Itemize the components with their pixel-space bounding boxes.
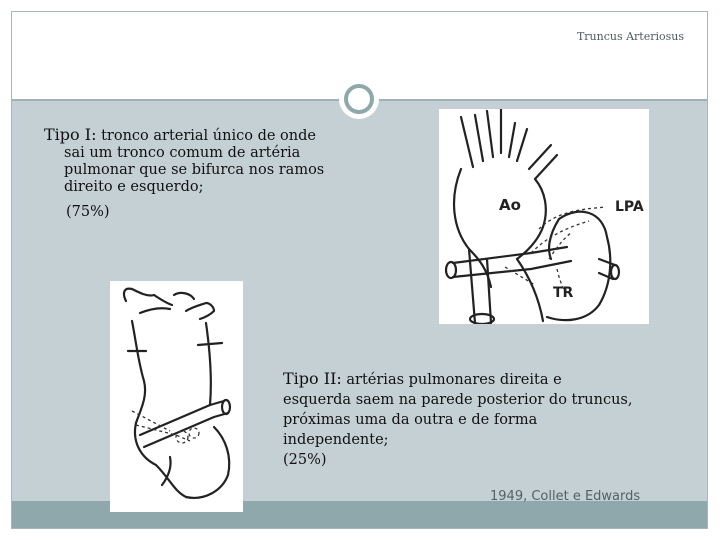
tipo-1-line-1: tronco arterial único de onde <box>96 128 316 144</box>
label-tr: TR <box>553 285 574 301</box>
tipo-1-line-3: pulmonar que se bifurca nos ramos <box>64 162 325 178</box>
tipo-2-line-4: independente; <box>283 432 389 448</box>
tipo-1-description <box>44 126 344 221</box>
label-lpa: LPA <box>615 199 644 215</box>
figure-tipo-1 <box>439 109 649 324</box>
slide-title: Truncus Arteriosus <box>576 30 684 43</box>
tipo-1-percent: (75%) <box>66 204 110 220</box>
tipo-2-percent: (25%) <box>283 452 327 468</box>
tipo-1-line-2: sai um tronco comum de artéria <box>64 145 301 161</box>
tipo-2-line-1: artérias pulmonares direita e <box>341 372 562 388</box>
tipo-2-line-2: esquerda saem na parede posterior do truncus, <box>283 392 633 408</box>
tipo-2-description <box>283 369 663 470</box>
figure-tipo-2 <box>110 281 243 512</box>
citation-text: 1949, Collet e Edwards <box>490 489 641 504</box>
tipo-1-label: Tipo I: <box>44 125 97 144</box>
decorative-circle-icon <box>339 79 379 119</box>
tipo-2-line-3: próximas uma da outra e de forma <box>283 412 538 428</box>
tipo-1-line-4: direito e esquerdo; <box>64 179 204 195</box>
tipo-2-label: Tipo II: <box>283 369 342 388</box>
label-ao: Ao <box>499 196 521 214</box>
